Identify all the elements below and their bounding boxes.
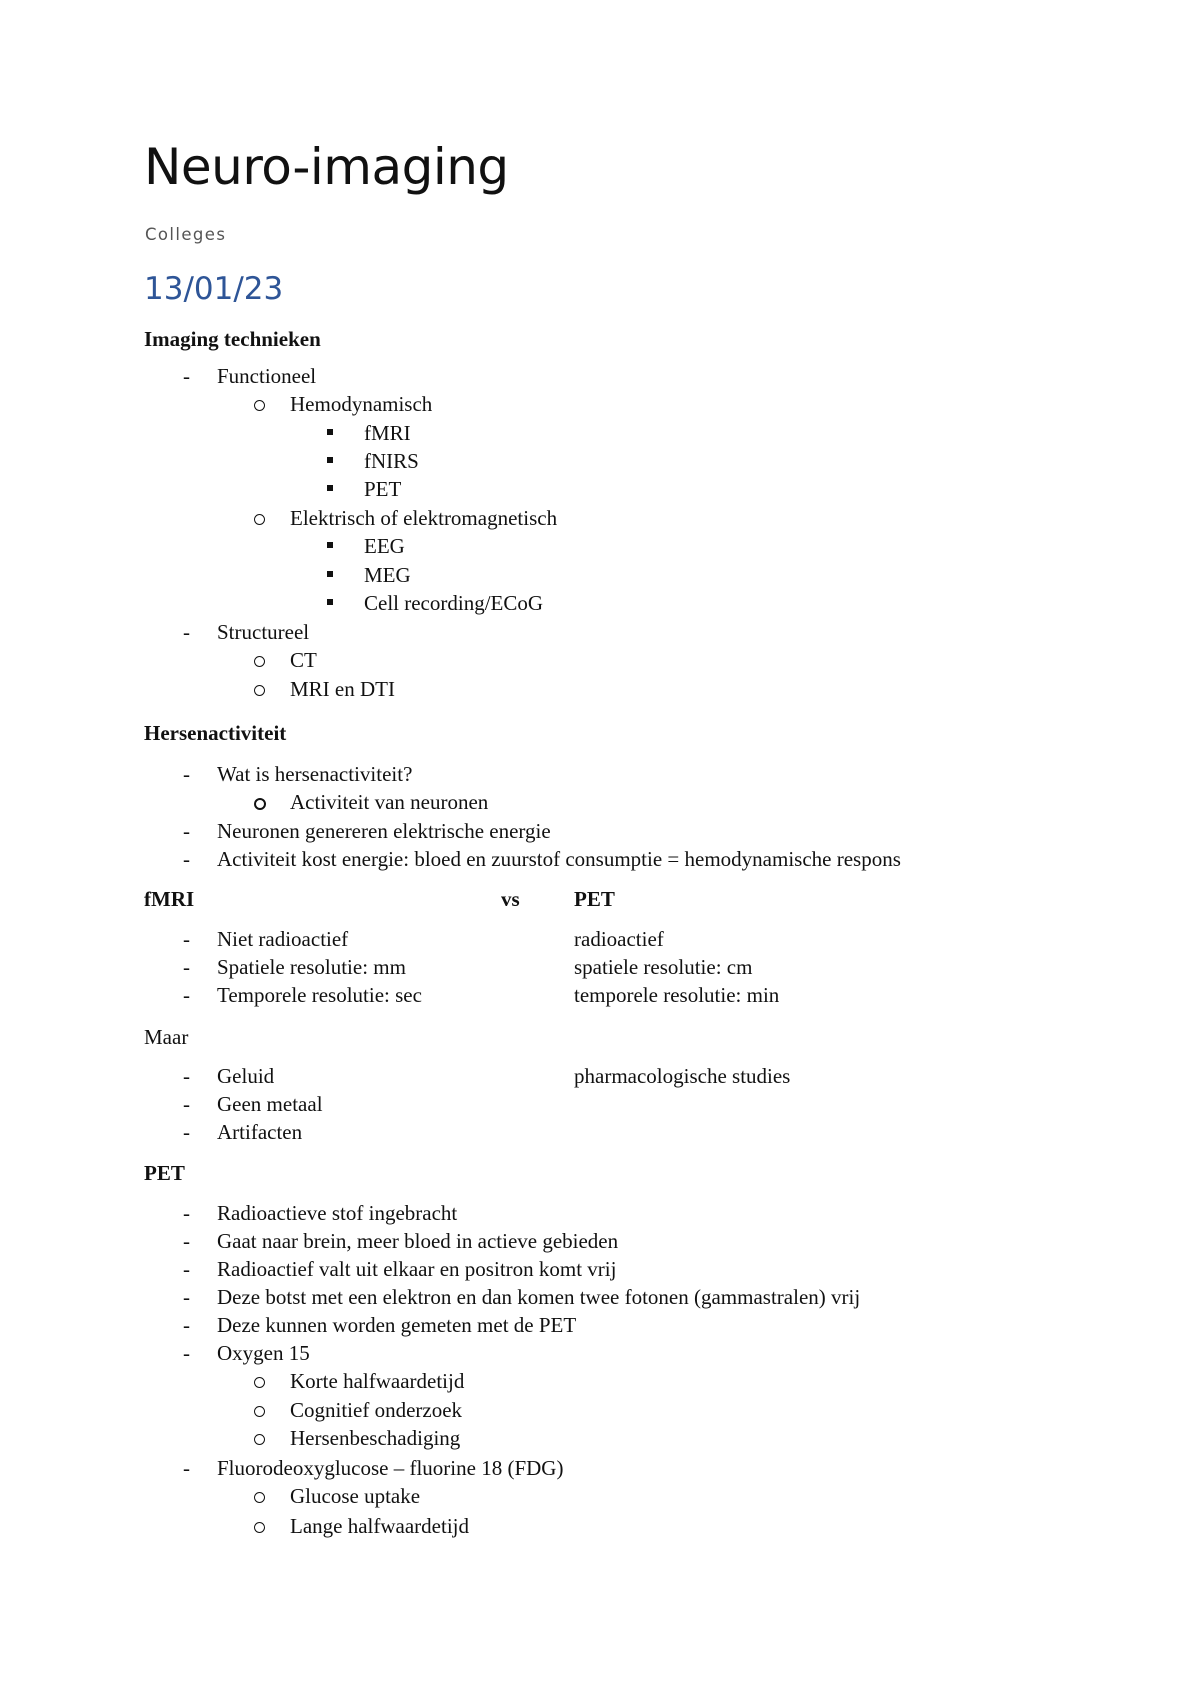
list-item: PET <box>0 479 1200 505</box>
list-item: - Structureel <box>0 622 1200 648</box>
maar-label: Maar <box>144 1025 189 1049</box>
list-item: - Fluorodeoxyglucose – fluorine 18 (FDG) <box>0 1458 1200 1484</box>
circle-bullet-icon <box>254 656 265 667</box>
square-bullet-icon <box>327 571 333 577</box>
list-item: - Oxygen 15 <box>0 1343 1200 1369</box>
page-title: Neuro-imaging <box>144 138 509 196</box>
list-item: - Neuronen genereren elektrische energie <box>0 821 1200 847</box>
list-item: - Functioneel <box>0 366 1200 392</box>
dash-bullet-icon <box>183 1203 190 1224</box>
circle-bullet-icon <box>254 1377 265 1388</box>
list-item: CT <box>0 650 1200 676</box>
list-item: - Deze kunnen worden gemeten met de PET <box>0 1315 1200 1341</box>
list-item: MRI en DTI <box>0 679 1200 705</box>
list-item: - Wat is hersenactiviteit? <box>0 764 1200 790</box>
dash-bullet-icon <box>183 622 190 643</box>
section-heading-pet: PET <box>144 1161 185 1185</box>
table-row: - Temporele resolutie: sec temporele resolutie: min <box>0 985 1200 1011</box>
list-item: Korte halfwaardetijd <box>0 1371 1200 1397</box>
dash-bullet-icon <box>183 985 190 1006</box>
dash-bullet-icon <box>183 929 190 950</box>
dash-bullet-icon <box>183 1066 190 1087</box>
table-row: - Niet radioactief radioactief <box>0 929 1200 955</box>
circle-bullet-icon <box>254 1434 265 1445</box>
list-item: EEG <box>0 536 1200 562</box>
square-bullet-icon <box>327 485 333 491</box>
date-heading: 13/01/23 <box>144 271 284 307</box>
circle-bullet-icon <box>254 1492 265 1503</box>
square-bullet-icon <box>327 542 333 548</box>
list-item: Hemodynamisch <box>0 394 1200 420</box>
dash-bullet-icon <box>183 849 190 870</box>
list-item: Activiteit van neuronen <box>0 792 1200 818</box>
list-item: Cell recording/ECoG <box>0 593 1200 619</box>
list-item: Lange halfwaardetijd <box>0 1516 1200 1542</box>
circle-bullet-icon <box>254 514 265 525</box>
dash-bullet-icon <box>183 1343 190 1364</box>
circle-bullet-icon <box>254 400 265 411</box>
square-bullet-icon <box>327 429 333 435</box>
dash-bullet-icon <box>183 1231 190 1252</box>
dash-bullet-icon <box>183 1259 190 1280</box>
list-item: - Activiteit kost energie: bloed en zuurstof consumptie = hemodynamische respons <box>0 849 1200 875</box>
compare-heading-vs: vs <box>501 887 520 911</box>
compare-heading-fmri: fMRI <box>144 887 195 911</box>
section-heading-hersenactiviteit: Hersenactiviteit <box>144 721 287 745</box>
dash-bullet-icon <box>183 366 190 387</box>
table-row: - Geen metaal <box>0 1094 1200 1120</box>
dash-bullet-icon <box>183 821 190 842</box>
list-item: Elektrisch of elektromagnetisch <box>0 508 1200 534</box>
table-row: - Spatiele resolutie: mm spatiele resolutie: cm <box>0 957 1200 983</box>
list-item: MEG <box>0 565 1200 591</box>
list-item: - Radioactieve stof ingebracht <box>0 1203 1200 1229</box>
dash-bullet-icon <box>183 1315 190 1336</box>
square-bullet-icon <box>327 457 333 463</box>
dash-bullet-icon <box>183 1094 190 1115</box>
list-item: fMRI <box>0 423 1200 449</box>
list-item: - Deze botst met een elektron en dan komen twee fotonen (gammastralen) vrij <box>0 1287 1200 1313</box>
table-row: - Artifacten <box>0 1122 1200 1148</box>
square-bullet-icon <box>327 599 333 605</box>
list-item: - Gaat naar brein, meer bloed in actieve gebieden <box>0 1231 1200 1257</box>
list-item: Glucose uptake <box>0 1486 1200 1512</box>
circle-bullet-icon <box>254 1522 265 1533</box>
section-heading-imaging: Imaging technieken <box>144 327 321 351</box>
compare-heading-pet: PET <box>574 887 615 911</box>
table-row: - Geluid pharmacologische studies <box>0 1066 1200 1092</box>
dash-bullet-icon <box>183 957 190 978</box>
dash-bullet-icon <box>183 1287 190 1308</box>
subtitle: Colleges <box>145 225 227 244</box>
list-item: - Radioactief valt uit elkaar en positron komt vrij <box>0 1259 1200 1285</box>
list-item: Cognitief onderzoek <box>0 1400 1200 1426</box>
circle-bullet-icon <box>254 1406 265 1417</box>
circle-bullet-icon <box>254 685 265 696</box>
dash-bullet-icon <box>183 1458 190 1479</box>
dash-bullet-icon <box>183 1122 190 1143</box>
dash-bullet-icon <box>183 764 190 785</box>
list-item: fNIRS <box>0 451 1200 477</box>
circle-bullet-icon <box>254 798 266 810</box>
list-item: Hersenbeschadiging <box>0 1428 1200 1454</box>
